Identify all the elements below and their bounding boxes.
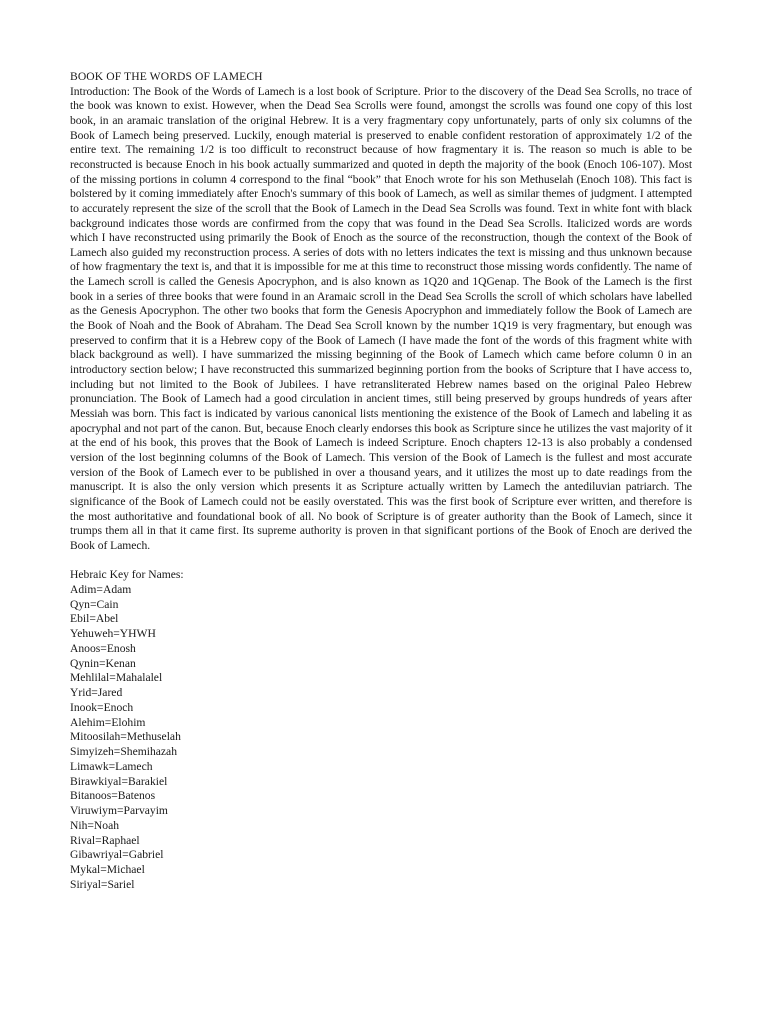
key-item: Adim=Adam [70, 582, 132, 596]
key-item: Anoos=Enosh [70, 641, 136, 655]
key-item: Birawkiyal=Barakiel [70, 774, 168, 788]
key-item: Inook=Enoch [70, 700, 134, 714]
name-key-list [70, 583, 692, 893]
key-item: Nih=Noah [70, 818, 120, 832]
key-item: Mitoosilah=Methuselah [70, 730, 181, 744]
key-item: Qyn=Cain [70, 597, 119, 611]
key-item: Rival=Raphael [70, 833, 140, 847]
document-page [70, 70, 692, 893]
key-item: Yehuweh=YHWH [70, 627, 156, 641]
key-item: Yrid=Jared [70, 686, 123, 700]
key-item: Ebil=Abel [70, 612, 119, 626]
key-item: Mehlilal=Mahalalel [70, 671, 163, 685]
key-item: Simyizeh=Shemihazah [70, 745, 177, 759]
key-item: Mykal=Michael [70, 863, 145, 877]
key-item: Bitanoos=Batenos [70, 789, 156, 803]
introduction-paragraph: Introduction: The Book of the Words of Lamech is a lost book of Scripture. Prior to the discovery of the Dead Sea Scrolls, no trace of the book was known to exist. However, when the Dead Sea Scrolls were found, amongst the scrolls was found one copy of this lost book, in an aramaic translation of the original Hebrew. It is a very fragmentary copy unfortunately, parts of only six columns of the Book of Lamech being preserved. Luckily, enough material is preserved to enable confident restoration of approximately 1/2 of the entire text. The remaining 1/2 is too difficult to reconstruct because of how fragmentary it is. The reason so much is able to be reconstructed is because Enoch in his book actually summarized and quoted in depth the majority of the book (Enoch 106-107). Most of the missing portions in column 4 correspond to the final “book” that Enoch wrote for his son Methuselah (Enoch 108). This fact is bolstered by it coming immediately after Enoch's summary of this book of Lamech, as well as similar themes of judgment. I attempted to accurately represent the size of the scroll that the Book of Lamech in the Dead Sea Scrolls was found. Text in white font with black background indicates those words are confirmed from the copy that was found in the Dead Sea Scrolls. Italicized words are words which I have reconstructed using primarily the Book of Enoch as the source of the reconstruction, though the context of the Book of Lamech also guided my reconstruction process. A series of dots with no letters indicates the text is missing and thus unknown because of how fragmentary the text is, and that it is impossible for me at this time to reconstruct those missing words confidently. The name of the Lamech scroll is called the Genesis Apocryphon, and is also known as 1Q20 and 1QGenap. The Book of the Lamech is the first book in a series of three books that were found in an Aramaic scroll in the Dead Sea Scrolls the scroll of which scholars have labelled as the Genesis Apocryphon. The other two books that form the Genesis Apocryphon and immediately follow the Book of Lamech are the Book of Noah and the Book of Abraham. The Dead Sea Scroll known by the number 1Q19 is very fragmentary, but enough was preserved to confirm that it is a Hebrew copy of the Book of Lamech (I have made the font of the words of this fragment white with black background as well). I have summarized the missing beginning of the Book of Lamech which came before column 0 in an introductory section below; I have reconstructed this summarized beginning portion from the books of Scripture that I have access to, including but not limited to the Book of Jubilees. I have retransliterated Hebrew names based on the original Paleo Hebrew pronunciation. The Book of Lamech had a good circulation in ancient times, still being preserved by groups hundreds of years after Messiah was born. This fact is indicated by various canonical lists mentioning the existence of the Book of Lamech and labeling it as apocryphal and not part of the canon. But, because Enoch clearly endorses this book as Scripture since he utilizes the vast majority of it at the end of his book, this proves that the Book of Lamech is indeed Scripture. Enoch chapters 12-13 is also probably a condensed version of the lost beginning columns of the Book of Lamech. This version of the Book of Lamech is the fullest and most accurate version of the Book of Lamech ever to be published in over a thousand years, and it utilizes the most up to date readings from the manuscript. It is also the only version which presents it as Scripture actually written by Lamech the antediluvian patriarch. The significance of the Book of Lamech could not be easily overstated. This was the first book of Scripture ever written, and therefore is the most authoritative and foundational book of all. No book of Scripture is of greater authority than the Book of Lamech, since it trumps them all in that it came first. Its supreme authority is proven in that significant portions of the Book of Enoch are derived the Book of Lamech. [70, 84, 692, 552]
document-title: BOOK OF THE WORDS OF LAMECH [70, 70, 263, 83]
key-heading: Hebraic Key for Names: [70, 568, 184, 582]
key-item: Qynin=Kenan [70, 656, 136, 670]
key-item: Gibawriyal=Gabriel [70, 848, 164, 862]
key-item: Alehim=Elohim [70, 715, 146, 729]
key-item: Siriyal=Sariel [70, 877, 135, 891]
key-item: Viruwiym=Parvayim [70, 804, 168, 818]
key-item: Limawk=Lamech [70, 759, 153, 773]
